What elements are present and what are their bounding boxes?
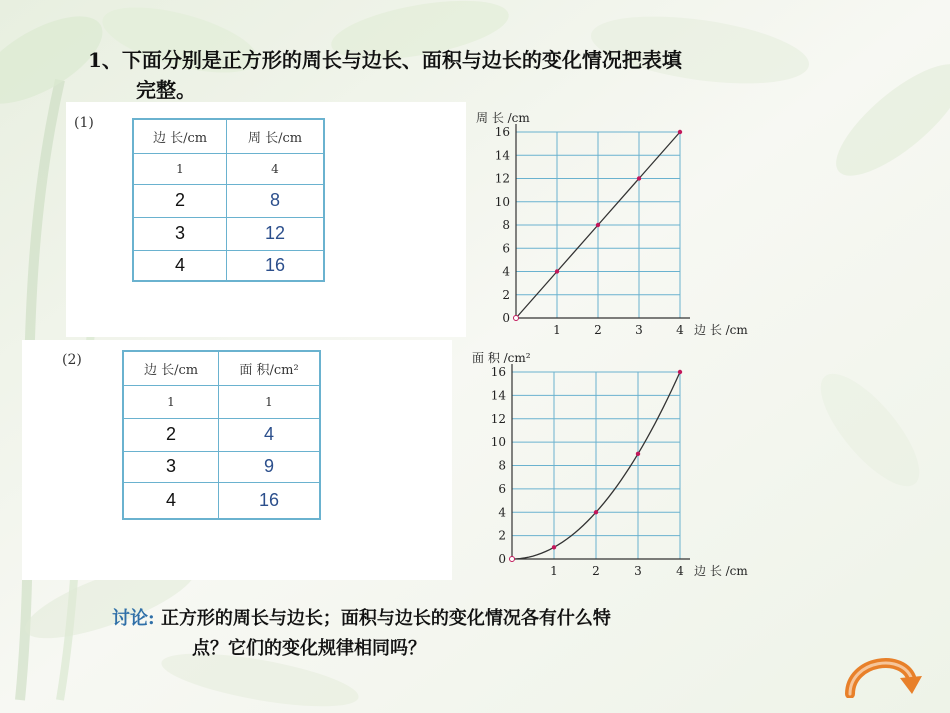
table-row: [123, 418, 320, 451]
y-tick-label: 0: [498, 552, 506, 566]
data-point: [555, 269, 559, 273]
area-chart: [455, 342, 790, 582]
perimeter-chart: [462, 100, 792, 342]
data-point: [678, 370, 682, 374]
discussion-line-1: 正方形的周长与边长；面积与边长的变化情况各有什么特: [160, 608, 611, 629]
y-tick-label: 6: [498, 481, 506, 496]
y-tick-label: 16: [490, 365, 506, 379]
y-tick-label: 10: [494, 194, 510, 209]
title-line-2: 完整。: [136, 78, 196, 102]
y-axis-label: 面 积 /cm²: [472, 351, 531, 365]
origin-point: [514, 316, 519, 321]
y-tick-label: 8: [498, 458, 506, 473]
x-tick-label: 3: [634, 564, 642, 578]
data-point: [636, 452, 640, 456]
table-row: [133, 217, 324, 250]
x-tick-label: 1: [553, 323, 561, 337]
y-tick-label: 12: [494, 171, 510, 186]
origin-point: [510, 557, 515, 562]
table-cell: 4: [133, 250, 227, 281]
answer-cell[interactable]: 16: [227, 250, 325, 281]
table-row: [133, 184, 324, 217]
part2-label: (2): [62, 352, 82, 368]
answer-cell[interactable]: 8: [227, 184, 325, 217]
x-tick-label: 3: [635, 323, 643, 337]
exercise-title: [88, 45, 808, 105]
grid: [512, 372, 680, 559]
data-point: [637, 176, 641, 180]
table-cell: 3: [133, 217, 227, 250]
data-point: [552, 545, 556, 549]
table-cell: 1: [133, 153, 227, 184]
table-row: [123, 451, 320, 482]
y-tick-label: 4: [502, 264, 510, 279]
y-tick-label: 2: [498, 528, 506, 543]
table-header-side: 边 长/cm: [123, 351, 219, 385]
perimeter-table: [132, 118, 325, 282]
y-tick-label: 4: [498, 505, 506, 520]
table-cell: 2: [123, 418, 219, 451]
table-header-perimeter: 周 长/cm: [227, 119, 325, 153]
x-tick-label: 4: [676, 323, 684, 337]
x-tick-label: 2: [592, 564, 600, 578]
y-tick-label: 14: [490, 388, 506, 403]
discussion-line-2: 点？它们的变化规律相同吗？: [192, 638, 426, 659]
table-header-area: 面 积/cm²: [219, 351, 321, 385]
x-axis-label: 边 长 /cm: [694, 323, 748, 337]
table-cell: 2: [133, 184, 227, 217]
answer-cell[interactable]: 16: [219, 482, 321, 519]
y-tick-label: 8: [502, 218, 510, 232]
table-header-side: 边 长/cm: [133, 119, 227, 153]
x-axis-label: 边 长 /cm: [694, 564, 748, 578]
area-table: [122, 350, 321, 520]
x-tick-label: 1: [550, 564, 558, 578]
table-row: [123, 482, 320, 519]
data-point: [594, 510, 598, 514]
x-tick-label: 2: [594, 323, 602, 337]
table-cell: 3: [123, 451, 219, 482]
table-cell: 1: [219, 385, 321, 418]
y-tick-label: 14: [494, 148, 510, 163]
y-tick-label: 16: [494, 125, 510, 139]
title-line-1: 1、下面分别是正方形的周长与边长、面积与边长的变化情况把表填: [88, 48, 682, 72]
x-tick-label: 4: [676, 564, 684, 578]
y-tick-label: 0: [502, 311, 510, 325]
y-tick-label: 10: [490, 435, 506, 450]
answer-cell[interactable]: 12: [227, 217, 325, 250]
table-cell: 4: [227, 153, 325, 184]
answer-cell[interactable]: 4: [219, 418, 321, 451]
discussion-text: [112, 604, 832, 664]
discussion-lead: 讨论:: [112, 608, 155, 629]
data-point: [678, 130, 682, 134]
y-tick-label: 2: [502, 287, 510, 302]
table-cell: 1: [123, 385, 219, 418]
table-row: [133, 250, 324, 281]
curved-arrow-icon[interactable]: [842, 648, 922, 698]
y-axis-label: 周 长 /cm: [476, 111, 530, 125]
data-point: [596, 223, 600, 227]
table-cell: 4: [123, 482, 219, 519]
y-tick-label: 12: [490, 411, 506, 426]
answer-cell[interactable]: 9: [219, 451, 321, 482]
part1-label: (1): [74, 115, 94, 131]
y-tick-label: 6: [502, 241, 510, 256]
